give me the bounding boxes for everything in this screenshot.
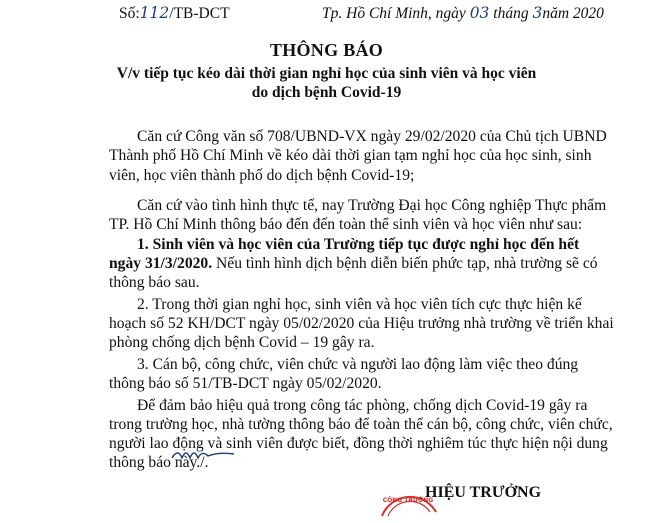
item-2-line: 2. Trong thời gian nghỉ học, sinh viên và học viên tích cực thực hiện kế xyxy=(137,296,582,313)
item-2-line: hoạch số 52 KH/DCT ngày 05/02/2020 của Hiệu trưởng nhà trường về triển khai xyxy=(109,315,614,332)
paragraph-1-line: Thành phố Hồ Chí Minh về kéo dài thời gian tạm nghỉ học của học sinh, sinh xyxy=(109,147,592,164)
paragraph-2-line: TP. Hồ Chí Minh thông báo đến đến toàn thể sinh viên và học viên như sau: xyxy=(109,216,583,233)
doc-number-suffix: /TB-DCT xyxy=(169,5,230,22)
paragraph-2-line: Căn cứ vào tình hình thực tế, nay Trường Đại học Công nghiệp Thực phẩm xyxy=(137,197,607,214)
paragraph-1-line: Căn cứ Công văn số 708/UBND-VX ngày 29/02/2020 của Chủ tịch UBND xyxy=(137,128,607,145)
item-1-rest: Nếu tình hình dịch bệnh diễn biến phức tạp, nhà trường sẽ có xyxy=(212,255,598,272)
doc-number-handwritten: 112 xyxy=(139,4,170,22)
closing-line: Để đảm bảo hiệu quả trong công tác phòng, chống dịch Covid-19 gây ra xyxy=(137,397,588,414)
signature-title: HIỆU TRƯỞNG xyxy=(425,484,542,501)
item-3-line: 3. Cán bộ, công chức, viên chức và người lao động làm việc theo đúng xyxy=(137,356,579,373)
item-1-line: 1. Sinh viên và học viên của Trường tiếp tục được nghỉ học đến hết xyxy=(137,236,580,253)
date-year: năm 2020 xyxy=(542,5,604,22)
closing-line: trong trường học, nhà tường thông báo để toàn thể cán bộ, công chức, viên chức, xyxy=(109,416,613,433)
date-day: 03 xyxy=(469,4,490,22)
notice-subtitle-line1: V/v tiếp tục kéo dài thời gian nghỉ học của sinh viên và học viên xyxy=(116,65,537,82)
date-month-label: tháng xyxy=(489,5,533,22)
item-1-line xyxy=(109,255,598,273)
closing-line: người lao động và sinh viên được biết, đồng thời nghiêm túc thực hiện nội dung xyxy=(109,435,608,452)
handwritten-signature xyxy=(168,442,238,466)
item-1-deadline: ngày 31/3/2020. xyxy=(109,255,213,272)
doc-number xyxy=(119,4,230,23)
stamp-text: CÔNG TRƯỜNG xyxy=(382,497,434,504)
item-1-line: thông báo sau. xyxy=(109,274,200,291)
paragraph-1-line: viên, học viên thành phố do dịch bệnh Covid-19; xyxy=(109,167,415,184)
place-date xyxy=(322,4,604,23)
notice-title: THÔNG BÁO xyxy=(269,40,384,60)
item-2-line: phòng chống dịch bệnh Covid – 19 gây ra. xyxy=(109,334,375,351)
item-3-line: thông báo số 51/TB-DCT ngày 05/02/2020. xyxy=(109,375,382,392)
date-month: 3 xyxy=(532,4,543,22)
closing-line: thông báo này./. xyxy=(109,454,209,471)
notice-subtitle-line2: do dịch bệnh Covid-19 xyxy=(251,84,402,101)
doc-number-prefix: Số: xyxy=(119,5,140,22)
place-date-prefix: Tp. Hồ Chí Minh, ngày xyxy=(322,5,470,22)
